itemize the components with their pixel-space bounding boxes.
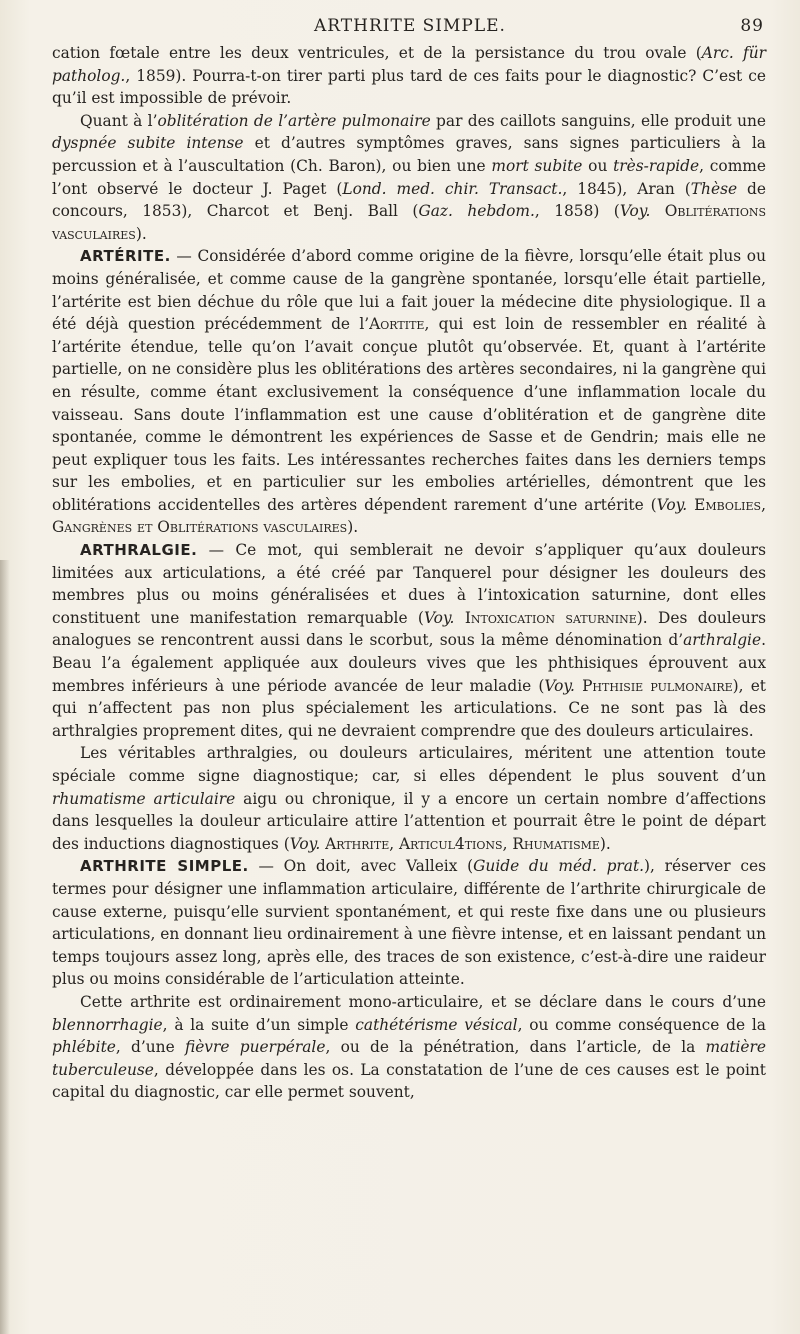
citation: Lond. med. chir. Transact. bbox=[342, 179, 563, 198]
entry-arthrite-simple bbox=[52, 855, 766, 991]
paragraph-arthrite-causes bbox=[52, 991, 766, 1104]
voy-ref: Voy. bbox=[619, 202, 651, 221]
text-run: ). bbox=[135, 224, 147, 243]
citation: Guide du méd. prat. bbox=[473, 857, 645, 876]
text-run: , comme l’ont observé le docteur J. Paget ( bbox=[52, 156, 766, 198]
running-title: ARTHRITE SIMPLE. bbox=[314, 16, 506, 36]
headword-arthrite-simple: ARTHRITE SIMPLE. bbox=[80, 857, 249, 876]
text-run: ). Des douleurs analogues se rencontrent aussi dans le scorbut, sous la même dénomination d’ bbox=[52, 608, 766, 650]
text-run: , à la suite d’un simple bbox=[162, 1015, 356, 1034]
running-header bbox=[56, 16, 764, 40]
term: fièvre puerpérale bbox=[184, 1038, 326, 1057]
voy-ref: Voy. bbox=[423, 608, 455, 627]
term: phlébite bbox=[52, 1038, 116, 1057]
cross-reference: Arthrite, Articul4tions, Rhumatisme bbox=[325, 834, 600, 853]
text-run bbox=[650, 202, 664, 220]
citation: Arc. für patholog. bbox=[52, 44, 766, 85]
cross-reference: Intoxication saturnine bbox=[464, 608, 637, 627]
text-run: Les véritables arthralgies, ou douleurs articulaires, méritent une attention toute spéciale comme signe diagnostique; car, si elles dépendent le plus souvent d’un bbox=[52, 744, 766, 785]
voy-ref: Voy. bbox=[289, 834, 321, 853]
text-run: ). bbox=[347, 518, 359, 537]
text-run: , ou comme conséquence de la bbox=[517, 1015, 766, 1034]
text-run: — On doit, avec Valleix ( bbox=[248, 857, 474, 876]
term: mort subite bbox=[491, 156, 583, 175]
text-run: de concours, 1853), Charcot et Benj. Ball ( bbox=[52, 179, 766, 221]
text-run: par des caillots sanguins, elle produit une bbox=[430, 111, 767, 130]
term: cathétérisme vésical bbox=[355, 1015, 518, 1034]
text-run bbox=[454, 609, 464, 627]
paragraph-arthralgies-veritables bbox=[52, 742, 766, 855]
headword-arterite: ARTÉRITE. bbox=[80, 247, 171, 266]
text-run: ou bbox=[582, 156, 614, 175]
text-run: , 1845), Aran ( bbox=[562, 179, 691, 198]
text-run bbox=[575, 677, 582, 695]
text-run: — Considérée d’abord comme origine de la fièvre, lorsqu’elle était plus ou moins généralisée, et comme cause de la gangrène spontanée, lorsqu’elle était partielle, l’artérite est bien déchue du rôle que lui a fait jouer la médecine dite physiologique. Il a été déjà question précédemment de l’ bbox=[52, 247, 766, 334]
voy-ref: Voy. bbox=[656, 495, 688, 514]
page-number: 89 bbox=[740, 16, 764, 36]
text-run: , 1859). Pourra-t-on tirer parti plus tard de ces faits pour le diagnostic? C’est ce qu’il est impossible de prévoir. bbox=[52, 66, 766, 108]
term: arthralgie bbox=[683, 631, 762, 650]
term: dyspnée subite intense bbox=[52, 134, 244, 153]
text-run: ), et qui n’affectent pas non plus spécialement les articulations. Ce ne sont pas là des arthralgies proprement dites, qui ne devraient comprendre que des douleurs articulaires. bbox=[52, 676, 766, 740]
cross-reference: Embolies, Gangrènes et Oblitérations vasculaires bbox=[52, 495, 766, 537]
term: rhumatisme articulaire bbox=[52, 789, 236, 808]
entry-arthralgie bbox=[52, 539, 766, 742]
text-run: ), réserver ces termes pour désigner une inflammation articulaire, différente de l’arthrite chirurgicale de cause externe, puisqu’elle survient spontanément, et qui reste fixe dans une ou plusieurs articulations, en donnant lieu ordinairement à une fièvre intense, et en laissant pendant un temps toujours assez long, après elle, des traces de son existence, c’est-à-dire une raideur plus ou moins considérable de l’articulation atteinte. bbox=[52, 857, 766, 989]
voy-ref: Voy. bbox=[544, 676, 575, 695]
entry-arterite bbox=[52, 245, 766, 539]
cross-reference: Aortite bbox=[369, 315, 425, 334]
cross-reference: Phthisie pulmonaire bbox=[582, 676, 733, 695]
text-run: , ou de la pénétration, dans l’article, de la bbox=[325, 1038, 706, 1057]
text-run: , qui est loin de ressembler en réalité à l’artérite étendue, telle qu’on l’avait conçue plutôt qu’observée. Et, quant à l’artérite partielle, on ne considère plus les oblitérations des artères secondaires, ni la gangrène qui en résulte, comme étant exclusivement la conséquence d’une inflammation locale du vaisseau. Sans doute l’inflammation est une cause d’oblitération et de gangrène dite spontanée, comme le démontrent les expériences de Sasse et de Gendrin; mais elle ne peut expliquer tous les faits. Les intéressantes recherches faites dans les derniers temps sur les embolies, et en particulier sur les embolies artérielles, démontrent que les oblitérations accidentelles des artères dépendent rarement d’une artérite ( bbox=[52, 315, 766, 514]
body-text bbox=[52, 42, 766, 1104]
paragraph-ovale bbox=[52, 42, 766, 110]
text-run: — Ce mot, qui semblerait ne devoir s’appliquer qu’aux douleurs limitées aux articulations, a été créé par Tanquerel pour désigner les douleurs des membres plus ou moins généralisées et dues à l’intoxication saturnine, dont elles constituent une manifestation remarquable ( bbox=[52, 541, 766, 627]
term: très-rapide bbox=[613, 156, 700, 175]
text-run: , d’une bbox=[115, 1038, 185, 1057]
headword-arthralgie: ARTHRALGIE. bbox=[80, 541, 198, 560]
text-run: , 1858) ( bbox=[534, 202, 620, 221]
text-run: , développée dans les os. La constatation de l’une de ces causes est le point capital du diagnostic, car elle permet souvent, bbox=[52, 1060, 766, 1102]
text-run: Quant à l’ bbox=[80, 111, 158, 130]
term: blennorrhagie bbox=[52, 1015, 163, 1034]
text-run: aigu ou chronique, il y a encore un certain nombre d’affections dans lesquelles la douleur articulaire attire l’attention et pourrait être le point de départ des inductions diagnostiques ( bbox=[52, 789, 767, 853]
text-run: ). bbox=[599, 834, 611, 853]
paragraph-pulmonaire bbox=[52, 110, 766, 246]
text-run: cation fœtale entre les deux ventricules, et de la persistance du trou ovale ( bbox=[52, 44, 702, 62]
cross-reference: Oblitérations vasculaires bbox=[52, 202, 766, 243]
text-run: et d’autres symptômes graves, sans signes particuliers à la percussion et à l’auscultation (Ch. Baron), ou bien une bbox=[52, 134, 766, 175]
term: oblitération de l’artère pulmonaire bbox=[157, 111, 431, 130]
term: matière tuberculeuse bbox=[52, 1038, 766, 1079]
binding-shadow bbox=[0, 560, 10, 1334]
citation: Thèse bbox=[690, 179, 738, 198]
citation: Gaz. hebdom. bbox=[418, 202, 535, 221]
text-run: Cette arthrite est ordinairement mono-articulaire, et se déclare dans le cours d’une bbox=[80, 992, 766, 1011]
text-run: . Beau l’a également appliquée aux douleurs vives que les phthisiques éprouvent aux membres inférieurs à une période avancée de leur maladie ( bbox=[52, 631, 766, 695]
